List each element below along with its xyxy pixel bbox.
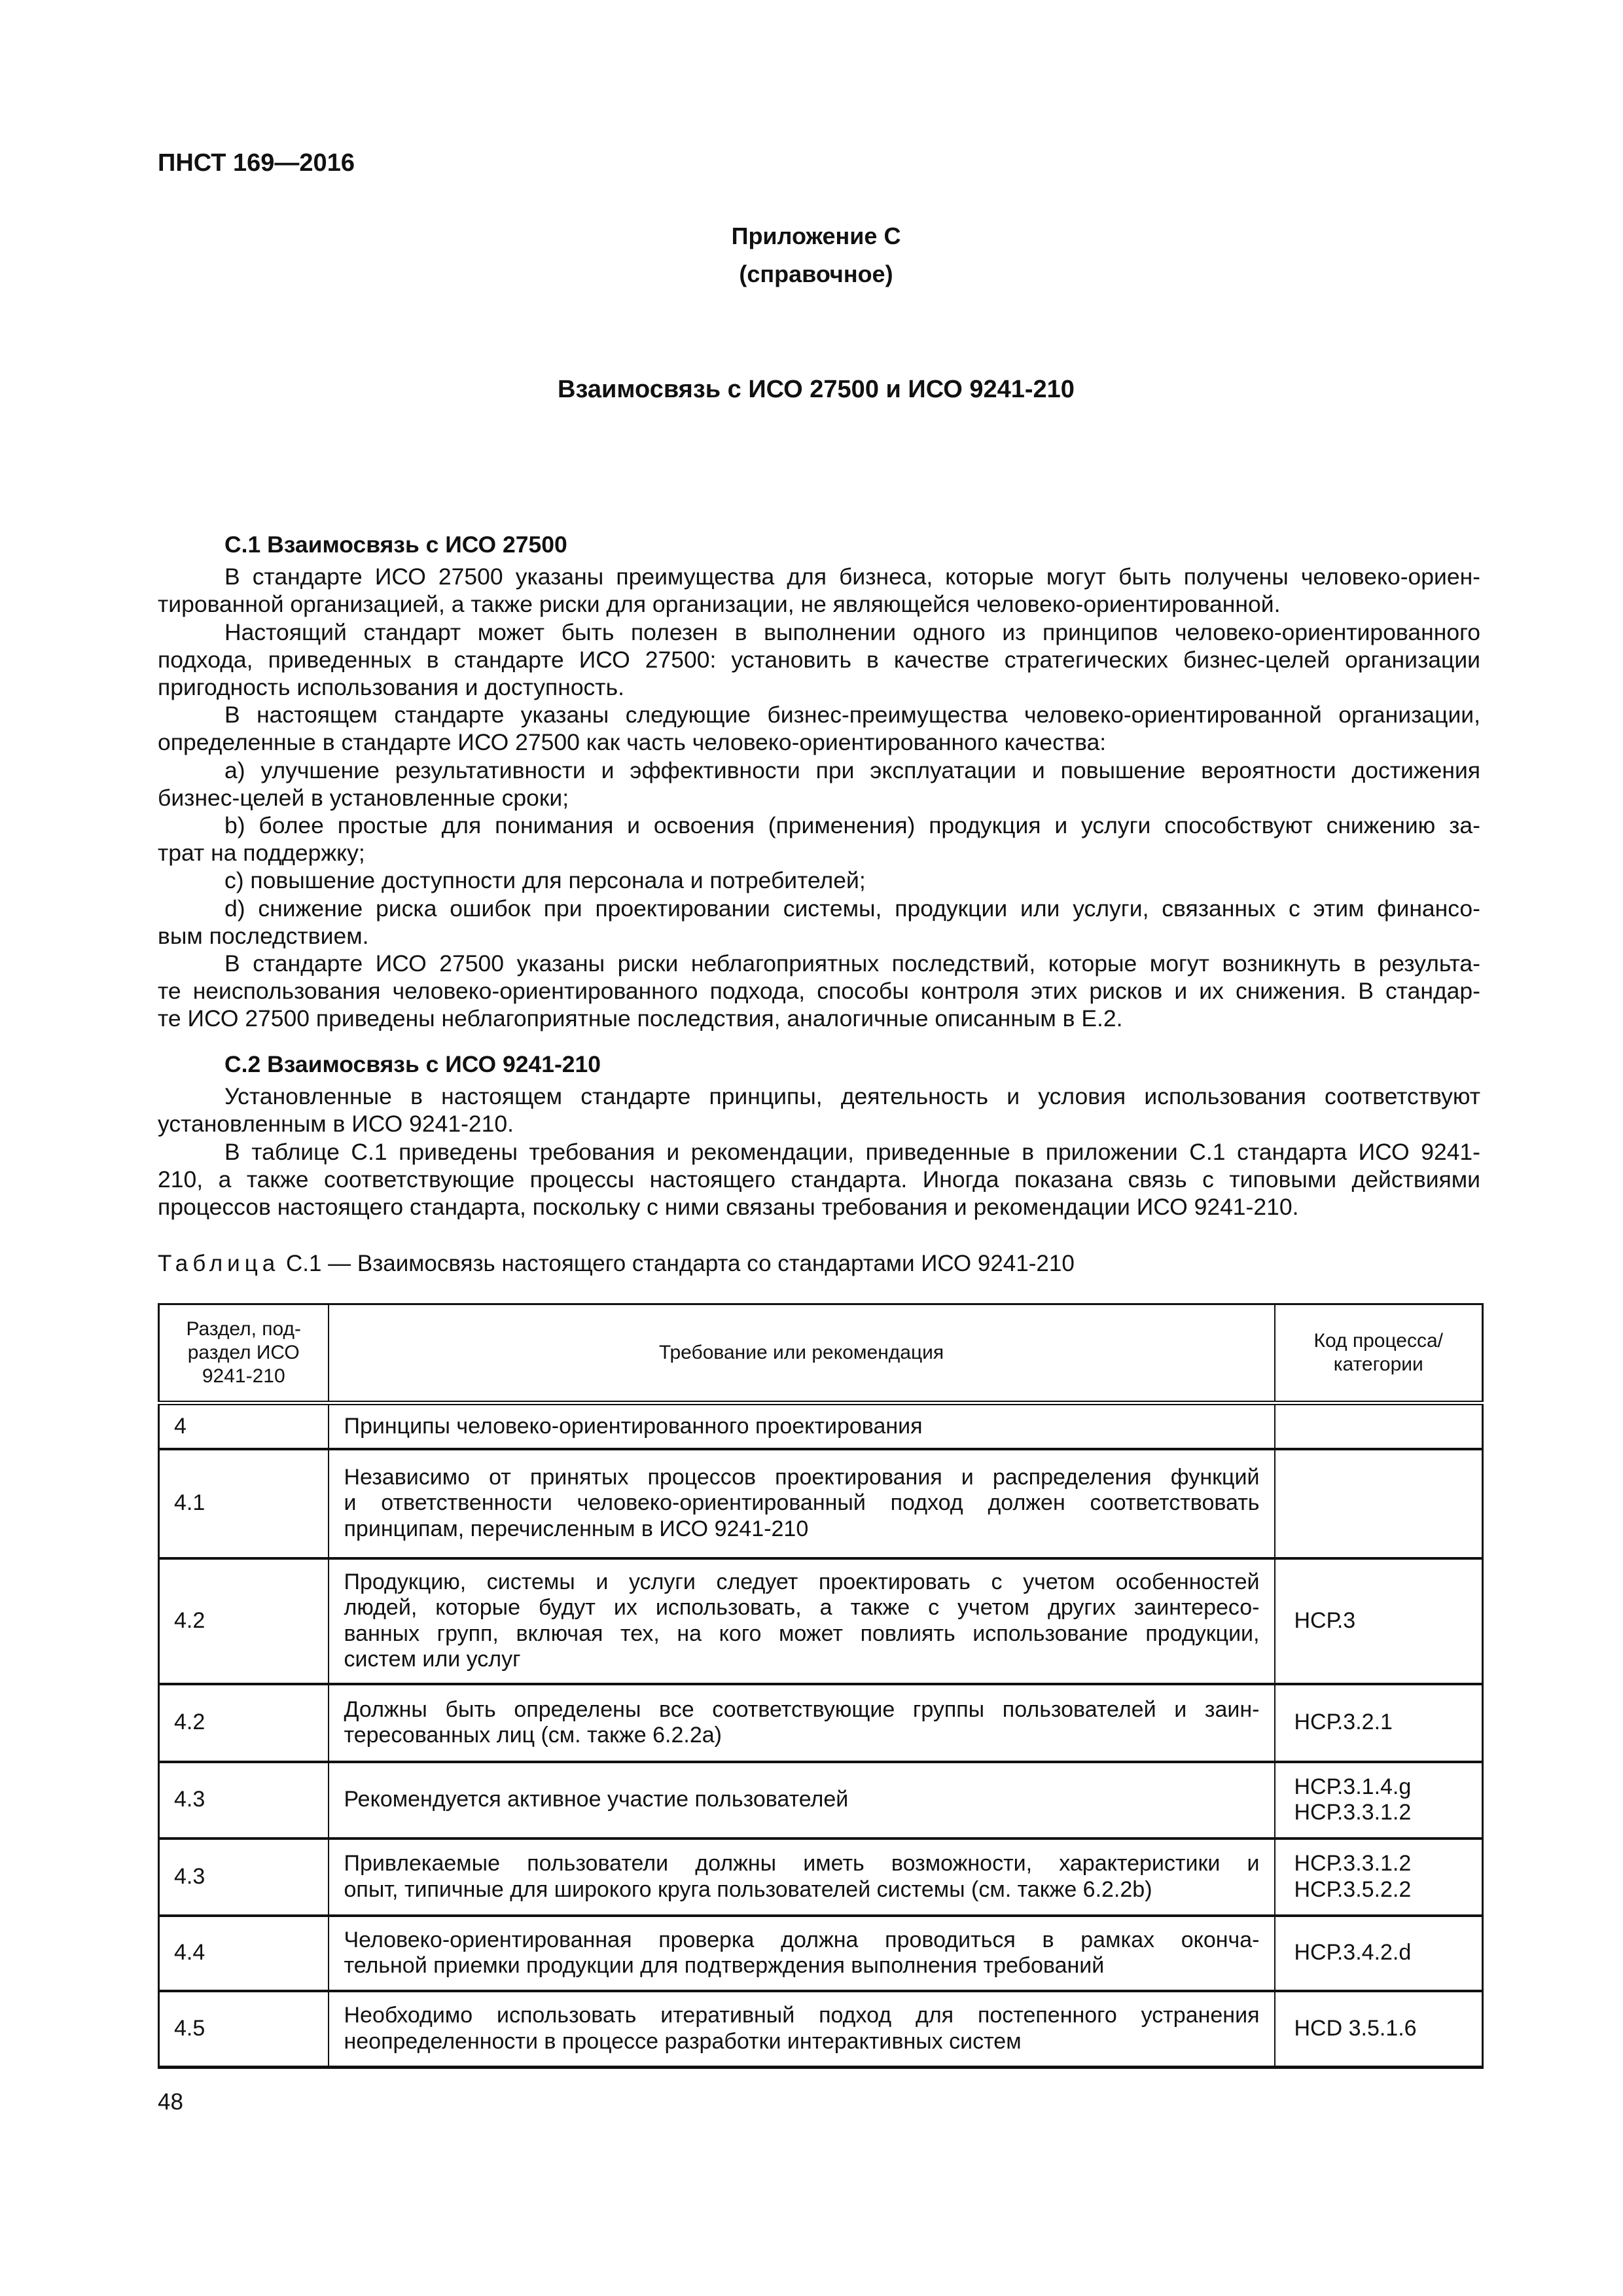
text-line: Установленные в настоящем стандарте принципы, деятельность и условия использования соответствуют (224, 1083, 1480, 1110)
table-row (159, 1684, 1483, 1762)
annex-label: Приложение С (731, 223, 901, 249)
section-c1 (158, 531, 1480, 1033)
process-code (1275, 1839, 1483, 1916)
table-row (159, 1449, 1483, 1558)
text-line: 210, а также соответствующие процессы настоящего стандарта. Иногда показана связь с типовыми действиями (158, 1166, 1480, 1193)
requirement-line: Привлекаемые пользователи должны иметь возможности, характеристики и (344, 1851, 1260, 1876)
requirement-line: принципам, перечисленным в ИСО 9241-210 (344, 1516, 809, 1541)
requirement-line: и ответственности человеко-ориентированный подход должен соответствовать (344, 1490, 1260, 1516)
process-code (1275, 1762, 1483, 1839)
requirement-line: тересованных лиц (см. также 6.2.2a) (344, 1723, 722, 1748)
requirement-text (329, 1684, 1275, 1762)
process-code-line: НСР.3.3.1.2 (1294, 1851, 1412, 1876)
text-line: установленным в ИСО 9241-210. (158, 1111, 514, 1138)
text-line: тированной организацией, а также риски для организации, не являющейся человеко-ориентированной. (158, 591, 1281, 618)
process-code-line: НСР.3.5.2.2 (1294, 1876, 1412, 1902)
table-header-row (159, 1304, 1483, 1403)
section-number: 4.4 (159, 1916, 329, 1991)
text-line: В стандарте ИСО 27500 указаны преимущества для бизнеса, которые могут быть получены человеко-ориен- (224, 564, 1480, 590)
requirement-text (329, 1839, 1275, 1916)
column-header-code (1275, 1304, 1483, 1403)
paragraph (158, 701, 1480, 756)
process-code-line: НСР.3.4.2.d (1294, 1940, 1412, 1965)
table-row (159, 1403, 1483, 1449)
process-code (1275, 1684, 1483, 1762)
requirement-line: систем или услуг (344, 1647, 521, 1672)
column-header-requirement (329, 1304, 1275, 1403)
text-line: В стандарте ИСО 27500 указаны риски неблагоприятных последствий, которые могут возникнуть в результа- (224, 950, 1480, 977)
text-line: В таблице С.1 приведены требования и рекомендации, приведенные в приложении С.1 стандарта ИСО 9241- (224, 1138, 1480, 1165)
text-line: вым последствием. (158, 922, 369, 949)
text-line: В настоящем стандарте указаны следующие бизнес-преимущества человеко-ориентированной организации, (224, 702, 1480, 728)
requirement-line: Продукцию, системы и услуги следует проектировать с учетом особенностей (344, 1569, 1260, 1594)
section-number: 4.2 (159, 1558, 329, 1684)
section-c1-body (158, 563, 1480, 1032)
paragraph (158, 757, 1480, 812)
requirement-line: неопределенности в процессе разработки интерактивных систем (344, 2028, 1022, 2054)
requirement-text (329, 1991, 1275, 2068)
requirement-line: Рекомендуется активное участие пользователей (344, 1787, 849, 1812)
table-caption-text: С.1 — Взаимосвязь настоящего стандарта со стандартами ИСО 9241-210 (285, 1251, 1075, 1276)
paragraph (158, 950, 1480, 1033)
requirement-text (329, 1449, 1275, 1558)
requirement-line: ванных групп, включая тех, на кого может повлиять использование продукции, (344, 1621, 1260, 1646)
section-number: 4 (159, 1403, 329, 1449)
process-code (1275, 1916, 1483, 1991)
text-line: d) снижение риска ошибок при проектировании системы, продукции или услуги, связанных с этим финансо- (224, 895, 1480, 922)
table-row (159, 1839, 1483, 1916)
requirement-line: Независимо от принятых процессов проектирования и распределения функций (344, 1464, 1260, 1490)
annex-title: Взаимосвязь с ИСО 27500 и ИСО 9241-210 (558, 376, 1075, 403)
paragraph (158, 867, 1480, 894)
section-c1-heading: С.1 Взаимосвязь с ИСО 27500 (224, 531, 567, 558)
process-code (1275, 1449, 1483, 1558)
section-c2 (158, 1050, 1480, 1221)
requirement-line: Человеко-ориентированная проверка должна проводиться в рамках оконча- (344, 1927, 1260, 1952)
paragraph (158, 619, 1480, 702)
section-number: 4.5 (159, 1991, 329, 2068)
document-code: ПНСТ 169—2016 (158, 149, 355, 177)
table-caption (158, 1251, 1075, 1277)
text-line: бизнес-целей в установленные сроки; (158, 784, 569, 811)
paragraph (158, 812, 1480, 867)
requirement-text (329, 1762, 1275, 1839)
requirement-text (329, 1916, 1275, 1991)
text-line: a) улучшение результативности и эффективности при эксплуатации и повышение вероятности достижения (224, 757, 1480, 783)
text-line: Настоящий стандарт может быть полезен в выполнении одного из принципов человеко-ориентированного (224, 619, 1480, 645)
process-code (1275, 1991, 1483, 2068)
annex-type: (справочное) (739, 260, 893, 287)
text-line: определенные в стандарте ИСО 27500 как часть человеко-ориентированного качества: (158, 729, 1107, 756)
table-row (159, 1916, 1483, 1991)
header-line: Код процесса/ (1313, 1330, 1443, 1352)
text-line: пригодность использования и доступность. (158, 674, 624, 701)
requirement-line: тельной приемки продукции для подтверждения выполнения требований (344, 1953, 1105, 1978)
section-number: 4.1 (159, 1449, 329, 1558)
table-row (159, 1762, 1483, 1839)
relationship-table (158, 1303, 1484, 2069)
process-code-line: НСР.3.2.1 (1294, 1710, 1393, 1735)
text-line: процессов настоящего стандарта, поскольку с ними связаны требования и рекомендации ИСО 9241-210. (158, 1194, 1299, 1221)
text-line: подхода, приведенных в стандарте ИСО 27500: установить в качестве стратегических бизнес-целей организации (158, 646, 1480, 673)
text-line: те ИСО 27500 приведены неблагоприятные последствия, аналогичные описанным в Е.2. (158, 1005, 1123, 1032)
text-line: трат на поддержку; (158, 840, 365, 867)
section-number: 4.3 (159, 1762, 329, 1839)
process-code (1275, 1403, 1483, 1449)
process-code-line: НСР.3.3.1.2 (1294, 1800, 1412, 1825)
section-c2-body (158, 1083, 1480, 1221)
column-header-section (159, 1304, 329, 1403)
process-code-line: HCD 3.5.1.6 (1294, 2016, 1417, 2041)
table-caption-prefix: Таблица (158, 1251, 280, 1276)
header-line: Раздел, под- (186, 1318, 302, 1340)
requirement-text (329, 1558, 1275, 1684)
paragraph (158, 1138, 1480, 1221)
requirement-line: Принципы человеко-ориентированного проектирования (344, 1413, 923, 1439)
requirement-line: Должны быть определены все соответствующие группы пользователей и заин- (344, 1696, 1260, 1722)
text-line: те неиспользования человеко-ориентированного подхода, способы контроля этих рисков и их снижения. В стандар- (158, 978, 1480, 1005)
header-line: Требование или рекомендация (658, 1342, 944, 1363)
section-number: 4.2 (159, 1684, 329, 1762)
header-line: категории (1333, 1354, 1423, 1375)
paragraph (158, 563, 1480, 618)
header-line: 9241-210 (202, 1365, 285, 1387)
annex-heading (0, 217, 1623, 293)
requirement-line: людей, которые будут их использовать, а также с учетом других заинтересо- (344, 1595, 1260, 1620)
text-line: c) повышение доступности для персонала и потребителей; (224, 867, 866, 894)
paragraph (158, 895, 1480, 950)
text-line: b) более простые для понимания и освоения (применения) продукция и услуги способствуют снижению за- (224, 812, 1480, 839)
process-code (1275, 1558, 1483, 1684)
paragraph (158, 1083, 1480, 1138)
requirement-text (329, 1403, 1275, 1449)
requirement-line: опыт, типичные для широкого круга пользователей системы (см. также 6.2.2b) (344, 1876, 1152, 1902)
header-line: раздел ИСО (187, 1342, 300, 1363)
section-c2-heading: С.2 Взаимосвязь с ИСО 9241-210 (224, 1051, 601, 1077)
process-code-line: НСР.3 (1294, 1607, 1356, 1633)
process-code-line: НСР.3.1.4.g (1294, 1774, 1412, 1799)
table-row (159, 1558, 1483, 1684)
section-number: 4.3 (159, 1839, 329, 1916)
table-row (159, 1991, 1483, 2068)
page-number: 48 (158, 2089, 183, 2115)
requirement-line: Необходимо использовать итеративный подход для постепенного устранения (344, 2003, 1260, 2028)
